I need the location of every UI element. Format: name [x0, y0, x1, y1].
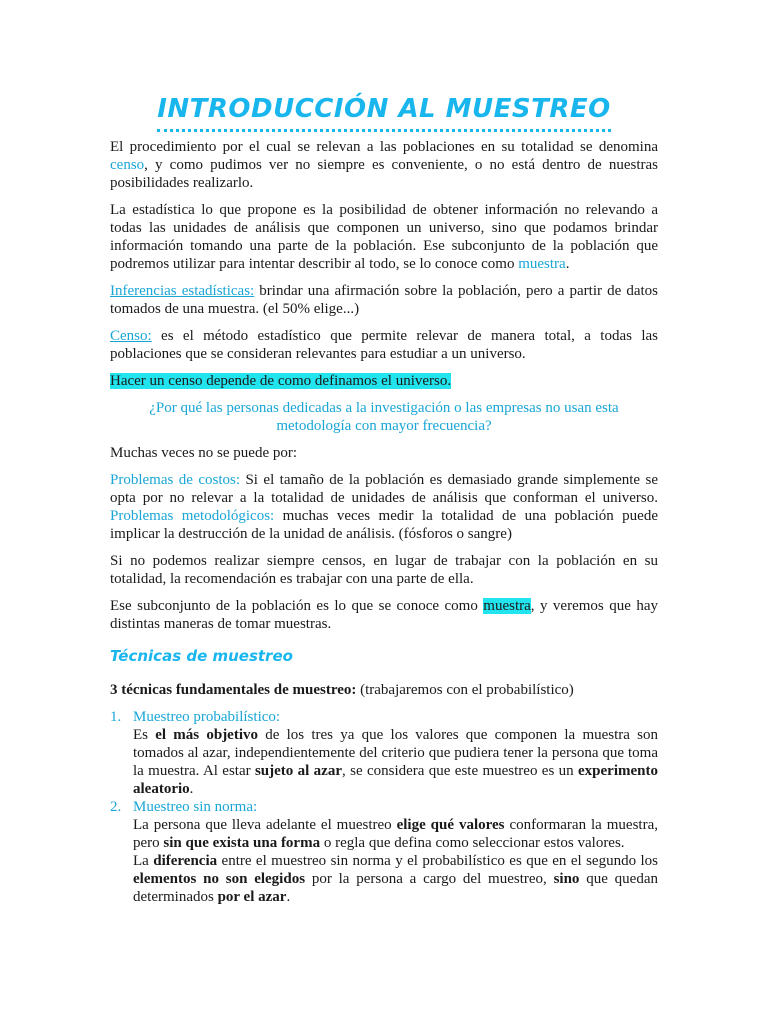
p8-pre: Ese subconjunto de la población es lo que se conoce como	[110, 598, 484, 614]
list-number: 2.	[110, 799, 122, 815]
paragraph-estadistica	[110, 201, 658, 273]
term-muestra: muestra	[518, 256, 566, 272]
item2-t2: conformaran la muestra, pero	[133, 817, 659, 851]
term-muestra-highlight: muestra	[483, 598, 531, 614]
section-heading-tecnicas: Técnicas de muestreo	[110, 647, 293, 665]
p9-text: (trabajaremos con el probabilístico)	[356, 682, 574, 698]
item1-t1: Es	[133, 727, 156, 743]
paragraph-inferencias	[110, 282, 658, 318]
term-censo: censo	[110, 157, 145, 173]
paragraph-problemas	[110, 471, 658, 543]
item2-t8: .	[286, 889, 291, 905]
list-item	[110, 708, 658, 798]
item2-b1: elige qué valores	[396, 817, 505, 833]
item2-b6: por el azar	[217, 889, 287, 905]
p9-bold: 3 técnicas fundamentales de muestreo:	[110, 682, 357, 698]
item2-t6: por la persona a cargo del muestreo,	[305, 871, 554, 887]
item2-t5: entre el muestreo sin norma y el probabilístico es que en el segundo los	[217, 853, 659, 869]
p3-text: brindar una afirmación sobre la población, pero a partir de datos tomados de una muestra. (el 50% elige...)	[110, 283, 658, 317]
term-censo-def: Censo:	[110, 328, 152, 344]
item1-t2: de los tres ya que los valores que componen la muestra son tomados al azar, independientemente del criterio que pudiera tener la persona que toma la muestra. Al estar	[133, 727, 658, 779]
title-area	[0, 94, 768, 132]
item2-b3: diferencia	[153, 853, 218, 869]
p2-pre: La estadística lo que propone es la posibilidad de obtener información no relevando a todas las unidades de análisis que componen un universo, sino que podamos brindar información tomando una parte de la población. Ese subconjunto de la población que podremos utilizar para intentar describir al todo, se lo conoce como	[110, 202, 658, 272]
item1-t3: , se considera que este muestreo es un	[342, 763, 579, 779]
term-problemas-costos: Problemas de costos:	[110, 472, 241, 488]
list-item-heading: Muestreo sin norma:	[133, 799, 258, 815]
p8-post: , y veremos que hay distintas maneras de tomar muestras.	[110, 598, 658, 632]
item2-b4: elementos no son elegidos	[133, 871, 306, 887]
techniques-list	[110, 708, 658, 906]
page-title: INTRODUCCIÓN AL MUESTREO	[157, 94, 611, 132]
paragraph-tres-tecnicas	[110, 681, 658, 699]
p1-pre: El procedimiento por el cual se relevan a las poblaciones en su totalidad se denomina	[110, 139, 658, 155]
paragraph-no-censos: Si no podemos realizar siempre censos, en lugar de trabajar con la población en su totalidad, la recomendación es trabajar con una parte de ella.	[110, 553, 658, 587]
item1-b2: sujeto al azar	[254, 763, 342, 779]
item2-b2: sin que exista una forma	[163, 835, 321, 851]
document-body	[110, 138, 658, 906]
list-item-heading: Muestreo probabilístico:	[133, 709, 281, 725]
highlight-line	[110, 372, 658, 390]
item2-t4: La	[133, 853, 154, 869]
item2-t1: La persona que lleva adelante el muestreo	[133, 817, 397, 833]
paragraph-muchas-veces: Muchas veces no se puede por:	[110, 445, 298, 461]
p4-text: es el método estadístico que permite relevar de manera total, a todas las poblaciones que se consideran relevantes para estudiar a un universo.	[110, 328, 658, 362]
item2-b5: sino	[553, 871, 580, 887]
list-item	[110, 798, 658, 906]
item2-t3: o regla que defina como seleccionar estos valores.	[320, 835, 625, 851]
item1-b3: experimento aleatorio	[133, 763, 658, 797]
list-number: 1.	[110, 709, 122, 725]
p2-post: .	[565, 256, 570, 272]
term-inferencias: Inferencias estadísticas:	[110, 283, 255, 299]
item2-t7: que quedan determinados	[133, 871, 658, 905]
highlighted-text: Hacer un censo depende de como definamos el universo.	[110, 373, 452, 389]
question-heading: ¿Por qué las personas dedicadas a la investigación o las empresas no usan esta metodología con mayor frecuencia?	[149, 400, 619, 434]
paragraph-subconjunto	[110, 597, 658, 633]
p6-text1: Si el tamaño de la población es demasiado grande simplemente se opta por no relevar a la totalidad de unidades de análisis que conforman el universo.	[110, 472, 659, 506]
term-problemas-metodologicos: Problemas metodológicos:	[110, 508, 275, 524]
p1-post: , y como pudimos ver no siempre es conveniente, o no está dentro de nuestras posibilidades realizarlo.	[110, 157, 658, 191]
item1-b1: el más objetivo	[155, 727, 259, 743]
paragraph-censo-def	[110, 327, 658, 363]
item1-t4: .	[189, 781, 194, 797]
p6-text2: muchas veces medir la totalidad de una población puede implicar la destrucción de la unidad de análisis. (fósforos o sangre)	[110, 508, 658, 542]
paragraph-censo-intro	[110, 138, 658, 192]
